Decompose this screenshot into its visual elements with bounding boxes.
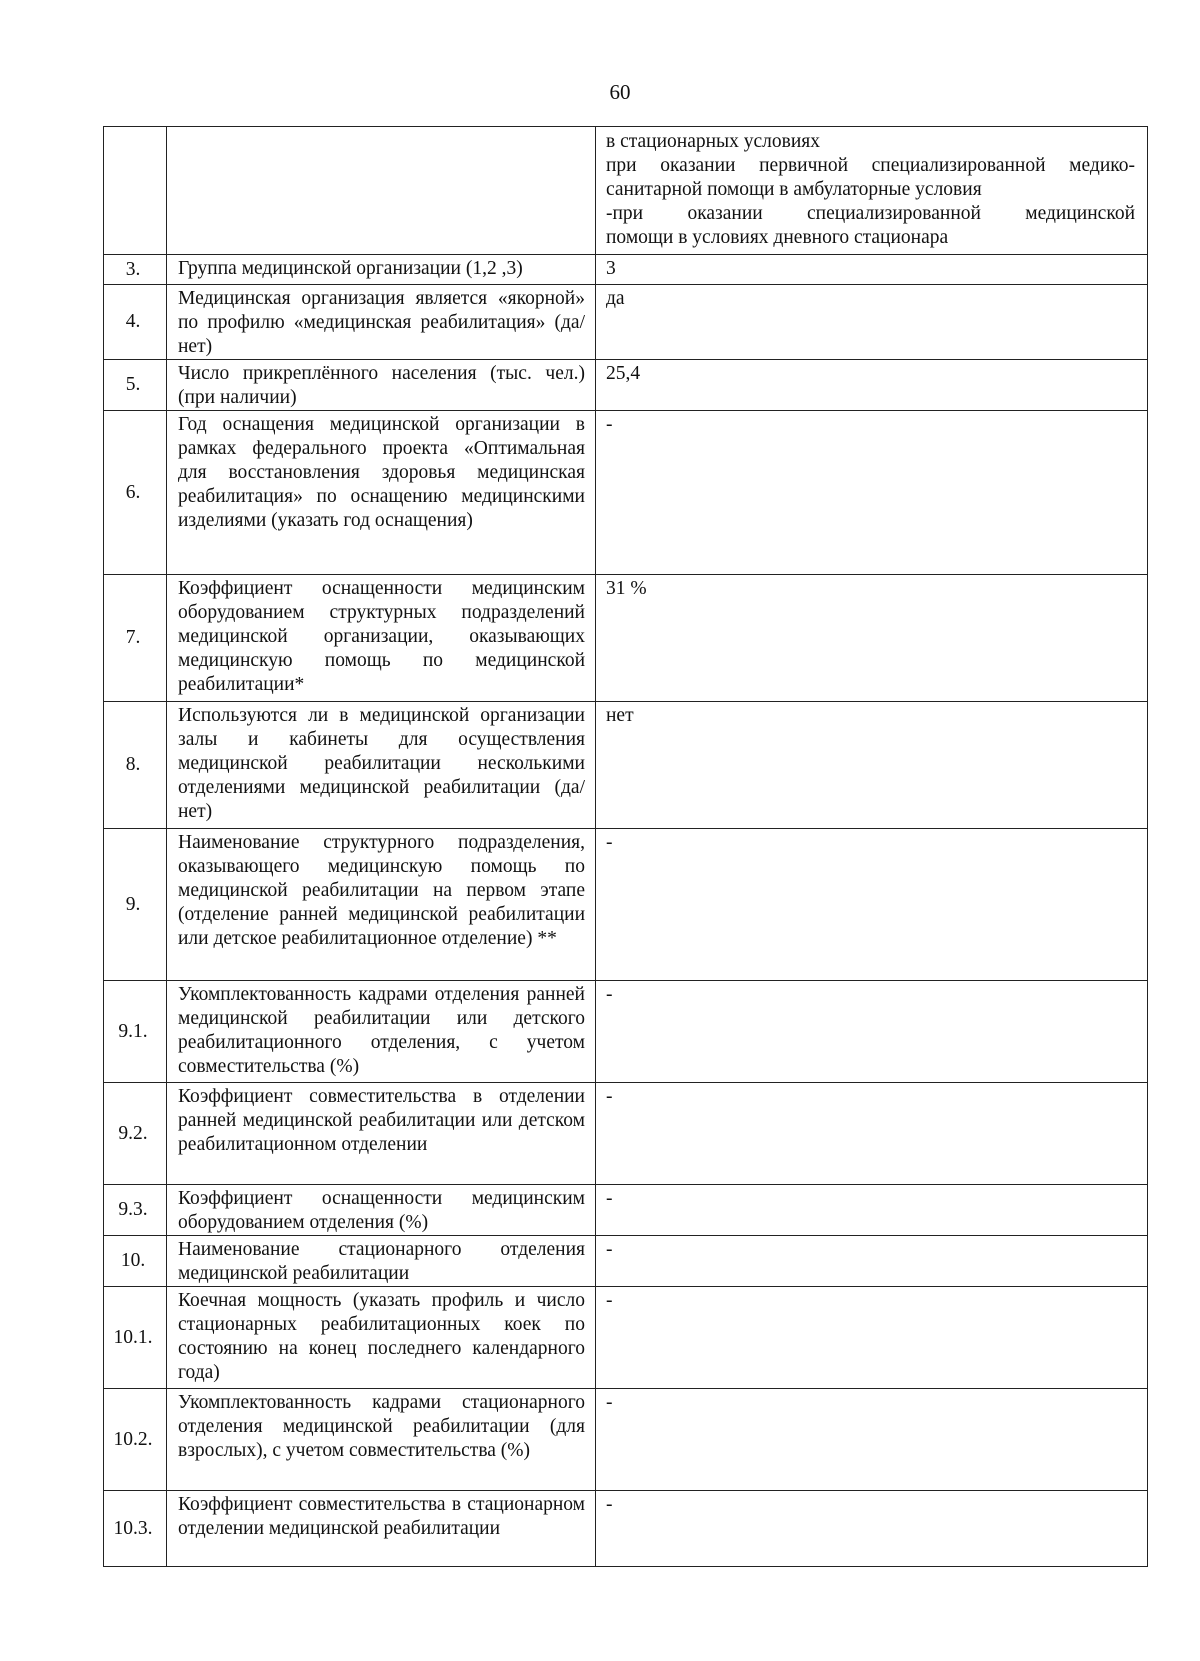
row-value-cell: [596, 127, 1148, 255]
table-row: [104, 360, 1148, 411]
row-value: -: [606, 1188, 613, 1209]
row-name-cell: [167, 702, 596, 829]
row-value-cell: [596, 1287, 1148, 1389]
row-name-cell: [167, 255, 596, 285]
row-value-cell: [596, 1236, 1148, 1287]
table-row: [104, 411, 1148, 575]
row-value-cell: [596, 702, 1148, 829]
row-value-cell: [596, 285, 1148, 360]
row-value-cell: [596, 1491, 1148, 1567]
row-value-cell: [596, 360, 1148, 411]
row-name-cell: [167, 411, 596, 575]
row-value-cell: [596, 255, 1148, 285]
table-row: [104, 1185, 1148, 1236]
row-number: 8.: [104, 702, 167, 829]
row-number: 10.1.: [104, 1287, 167, 1389]
row-name: Наименование структурного подразделения, оказывающего медицинскую помощь по медицинской реабилитации на первом этапе (отделение ранней медицинской реабилитации или детское реабилитационное отделение) **: [178, 832, 585, 949]
row-value: да: [606, 288, 625, 309]
row-name-cell: [167, 1389, 596, 1491]
row-number: 9.1.: [104, 981, 167, 1083]
rehabilitation-data-table: [103, 126, 1148, 1567]
row-name: Коэффициент оснащенности медицинским оборудованием отделения (%): [178, 1188, 585, 1233]
row-name: Число прикреплённого населения (тыс. чел.) (при наличии): [178, 363, 585, 408]
row-value: 25,4: [606, 363, 641, 384]
row-value: 31 %: [606, 578, 647, 599]
row-name-cell: [167, 1491, 596, 1567]
row-name: Коэффициент совместительства в стационарном отделении медицинской реабилитации: [178, 1494, 585, 1539]
table-row: [104, 575, 1148, 702]
row-name-cell: [167, 981, 596, 1083]
row-value-cell: [596, 1185, 1148, 1236]
row-value: 3: [606, 258, 616, 279]
table-row: [104, 1491, 1148, 1567]
row-number-cell: [104, 127, 167, 255]
row-name: Группа медицинской организации (1,2 ,3): [178, 258, 523, 279]
table-row: [104, 981, 1148, 1083]
table-row: [104, 1083, 1148, 1185]
row-value-cell: [596, 575, 1148, 702]
row-name: Наименование стационарного отделения медицинской реабилитации: [178, 1239, 585, 1284]
row-name: Год оснащения медицинской организации в рамках федерального проекта «Оптимальная для восстановления здоровья медицинская реабилитация» по оснащению медицинскими изделиями (указать год оснащения): [178, 414, 585, 531]
table-row: [104, 702, 1148, 829]
row-name-cell: [167, 575, 596, 702]
row-name-cell: [167, 127, 596, 255]
row-name-cell: [167, 360, 596, 411]
table-row: [104, 255, 1148, 285]
row-value: -: [606, 984, 613, 1005]
table-row: [104, 829, 1148, 981]
row-name: Коечная мощность (указать профиль и число стационарных реабилитационных коек по состоянию на конец последнего календарного года): [178, 1290, 585, 1383]
row-name: Коэффициент оснащенности медицинским оборудованием структурных подразделений медицинской организации, оказывающих медицинскую помощь по медицинской реабилитации*: [178, 578, 585, 695]
row-value-cell: [596, 829, 1148, 981]
row-name: Коэффициент совместительства в отделении ранней медицинской реабилитации или детском реабилитационном отделении: [178, 1086, 585, 1155]
row-name-cell: [167, 285, 596, 360]
row-value-cell: [596, 1389, 1148, 1491]
value-line: санитарной помощи в амбулаторные условия: [606, 179, 982, 200]
row-name: Используются ли в медицинской организации залы и кабинеты для осуществления медицинской реабилитации несколькими отделениями медицинской реабилитации (да/нет): [178, 705, 585, 822]
row-value-cell: [596, 1083, 1148, 1185]
row-number: 4.: [104, 285, 167, 360]
row-name-cell: [167, 1185, 596, 1236]
page-number: 60: [609, 80, 631, 104]
row-value-cell: [596, 981, 1148, 1083]
row-number: 9.: [104, 829, 167, 981]
table-row: [104, 1287, 1148, 1389]
row-number: 6.: [104, 411, 167, 575]
row-value: -: [606, 1290, 613, 1311]
row-name-cell: [167, 1287, 596, 1389]
table-row: [104, 1389, 1148, 1491]
row-value: -: [606, 832, 613, 853]
row-value: -: [606, 1239, 613, 1260]
row-name: Укомплектованность кадрами стационарного отделения медицинской реабилитации (для взрослых), с учетом совместительства (%): [178, 1392, 585, 1461]
value-line: при оказании первичной специализированной медико-: [606, 155, 1135, 176]
row-number: 10.: [104, 1236, 167, 1287]
row-name: Медицинская организация является «якорной» по профилю «медицинская реабилитация» (да/нет): [178, 288, 585, 357]
row-value: -: [606, 1392, 613, 1413]
row-value: -: [606, 414, 613, 435]
value-line: -при оказании специализированной медицинской: [606, 203, 1135, 224]
row-value: -: [606, 1086, 613, 1107]
table-row-header-continuation: [104, 127, 1148, 255]
row-number: 9.2.: [104, 1083, 167, 1185]
row-number: 7.: [104, 575, 167, 702]
row-name-cell: [167, 1083, 596, 1185]
row-name-cell: [167, 829, 596, 981]
value-line: помощи в условиях дневного стационара: [606, 227, 949, 248]
row-number: 5.: [104, 360, 167, 411]
row-value: -: [606, 1494, 613, 1515]
row-name: Укомплектованность кадрами отделения ранней медицинской реабилитации или детского реабилитационного отделения, с учетом совместительства (%): [178, 984, 585, 1077]
row-name-cell: [167, 1236, 596, 1287]
value-line: в стационарных условиях: [606, 131, 821, 152]
row-value-cell: [596, 411, 1148, 575]
row-number: 10.3.: [104, 1491, 167, 1567]
row-number: 9.3.: [104, 1185, 167, 1236]
table-row: [104, 1236, 1148, 1287]
row-number: 10.2.: [104, 1389, 167, 1491]
row-value: нет: [606, 705, 634, 726]
table-row: [104, 285, 1148, 360]
row-number: 3.: [104, 255, 167, 285]
